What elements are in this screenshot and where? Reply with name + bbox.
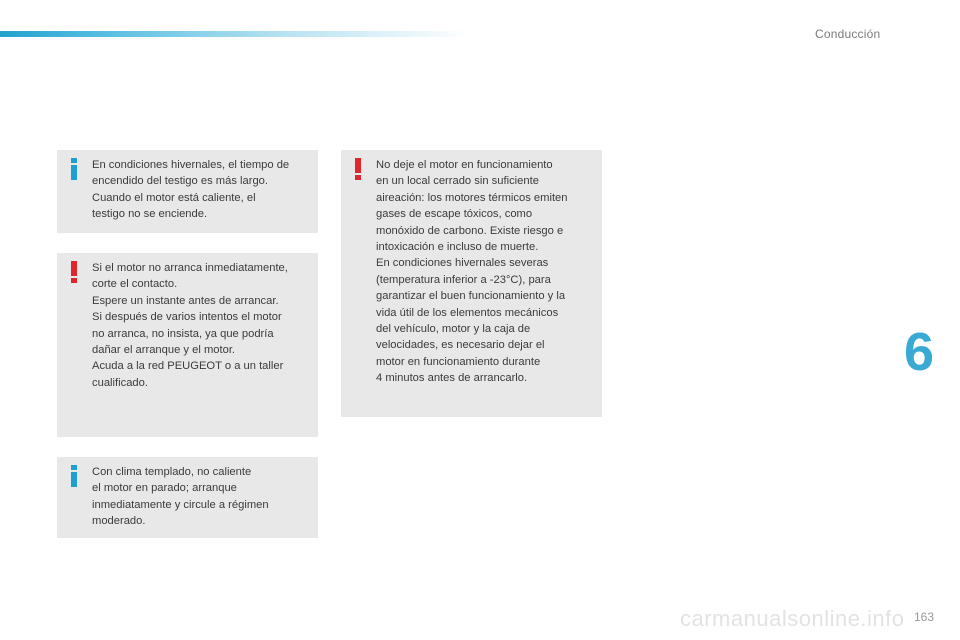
note-text: No deje el motor en funcionamiento en un local cerrado sin suficiente aireación: los motores térmicos emiten gases de escape tóxicos, como monóxido de carbono. Existe riesgo e intoxicación e incluso de muerte. En condiciones hivernales severas (temperatura inferior a -23°C), para garantizar el buen funcionamiento y la vida útil de los elementos mecánicos del vehículo, motor y la caja de velocidades, es necesario dejar el motor en funcionamiento durante 4 minutos antes de arrancarlo. <box>376 159 568 385</box>
warning-note-engine-not-starting <box>57 253 318 437</box>
info-note-winter-indicator <box>57 150 318 233</box>
note-text: Si el motor no arranca inmediatamente, corte el contacto. Espere un instante antes de arrancar. Si después de varios intentos el motor no arranca, no insista, ya que podría dañar el arranque y el motor. Acuda a la red PEUGEOT o a un taller cualificado. <box>92 262 288 389</box>
warning-note-exhaust-gases <box>341 150 602 417</box>
chapter-number: 6 <box>904 322 935 382</box>
info-icon <box>71 465 77 487</box>
warning-icon <box>355 158 361 180</box>
page-number: 163 <box>914 610 935 624</box>
info-icon <box>71 158 77 180</box>
warning-icon <box>71 261 77 283</box>
note-text: Con clima templado, no caliente el motor en parado; arranque inmediatamente y circule a régimen moderado. <box>92 466 269 528</box>
watermark: carmanualsonline.info <box>680 606 905 631</box>
header-accent-bar <box>0 31 470 37</box>
info-note-mild-climate <box>57 457 318 538</box>
note-text: En condiciones hivernales, el tiempo de encendido del testigo es más largo. Cuando el motor está caliente, el testigo no se enciende. <box>92 159 290 221</box>
section-title: Conducción <box>815 27 881 41</box>
